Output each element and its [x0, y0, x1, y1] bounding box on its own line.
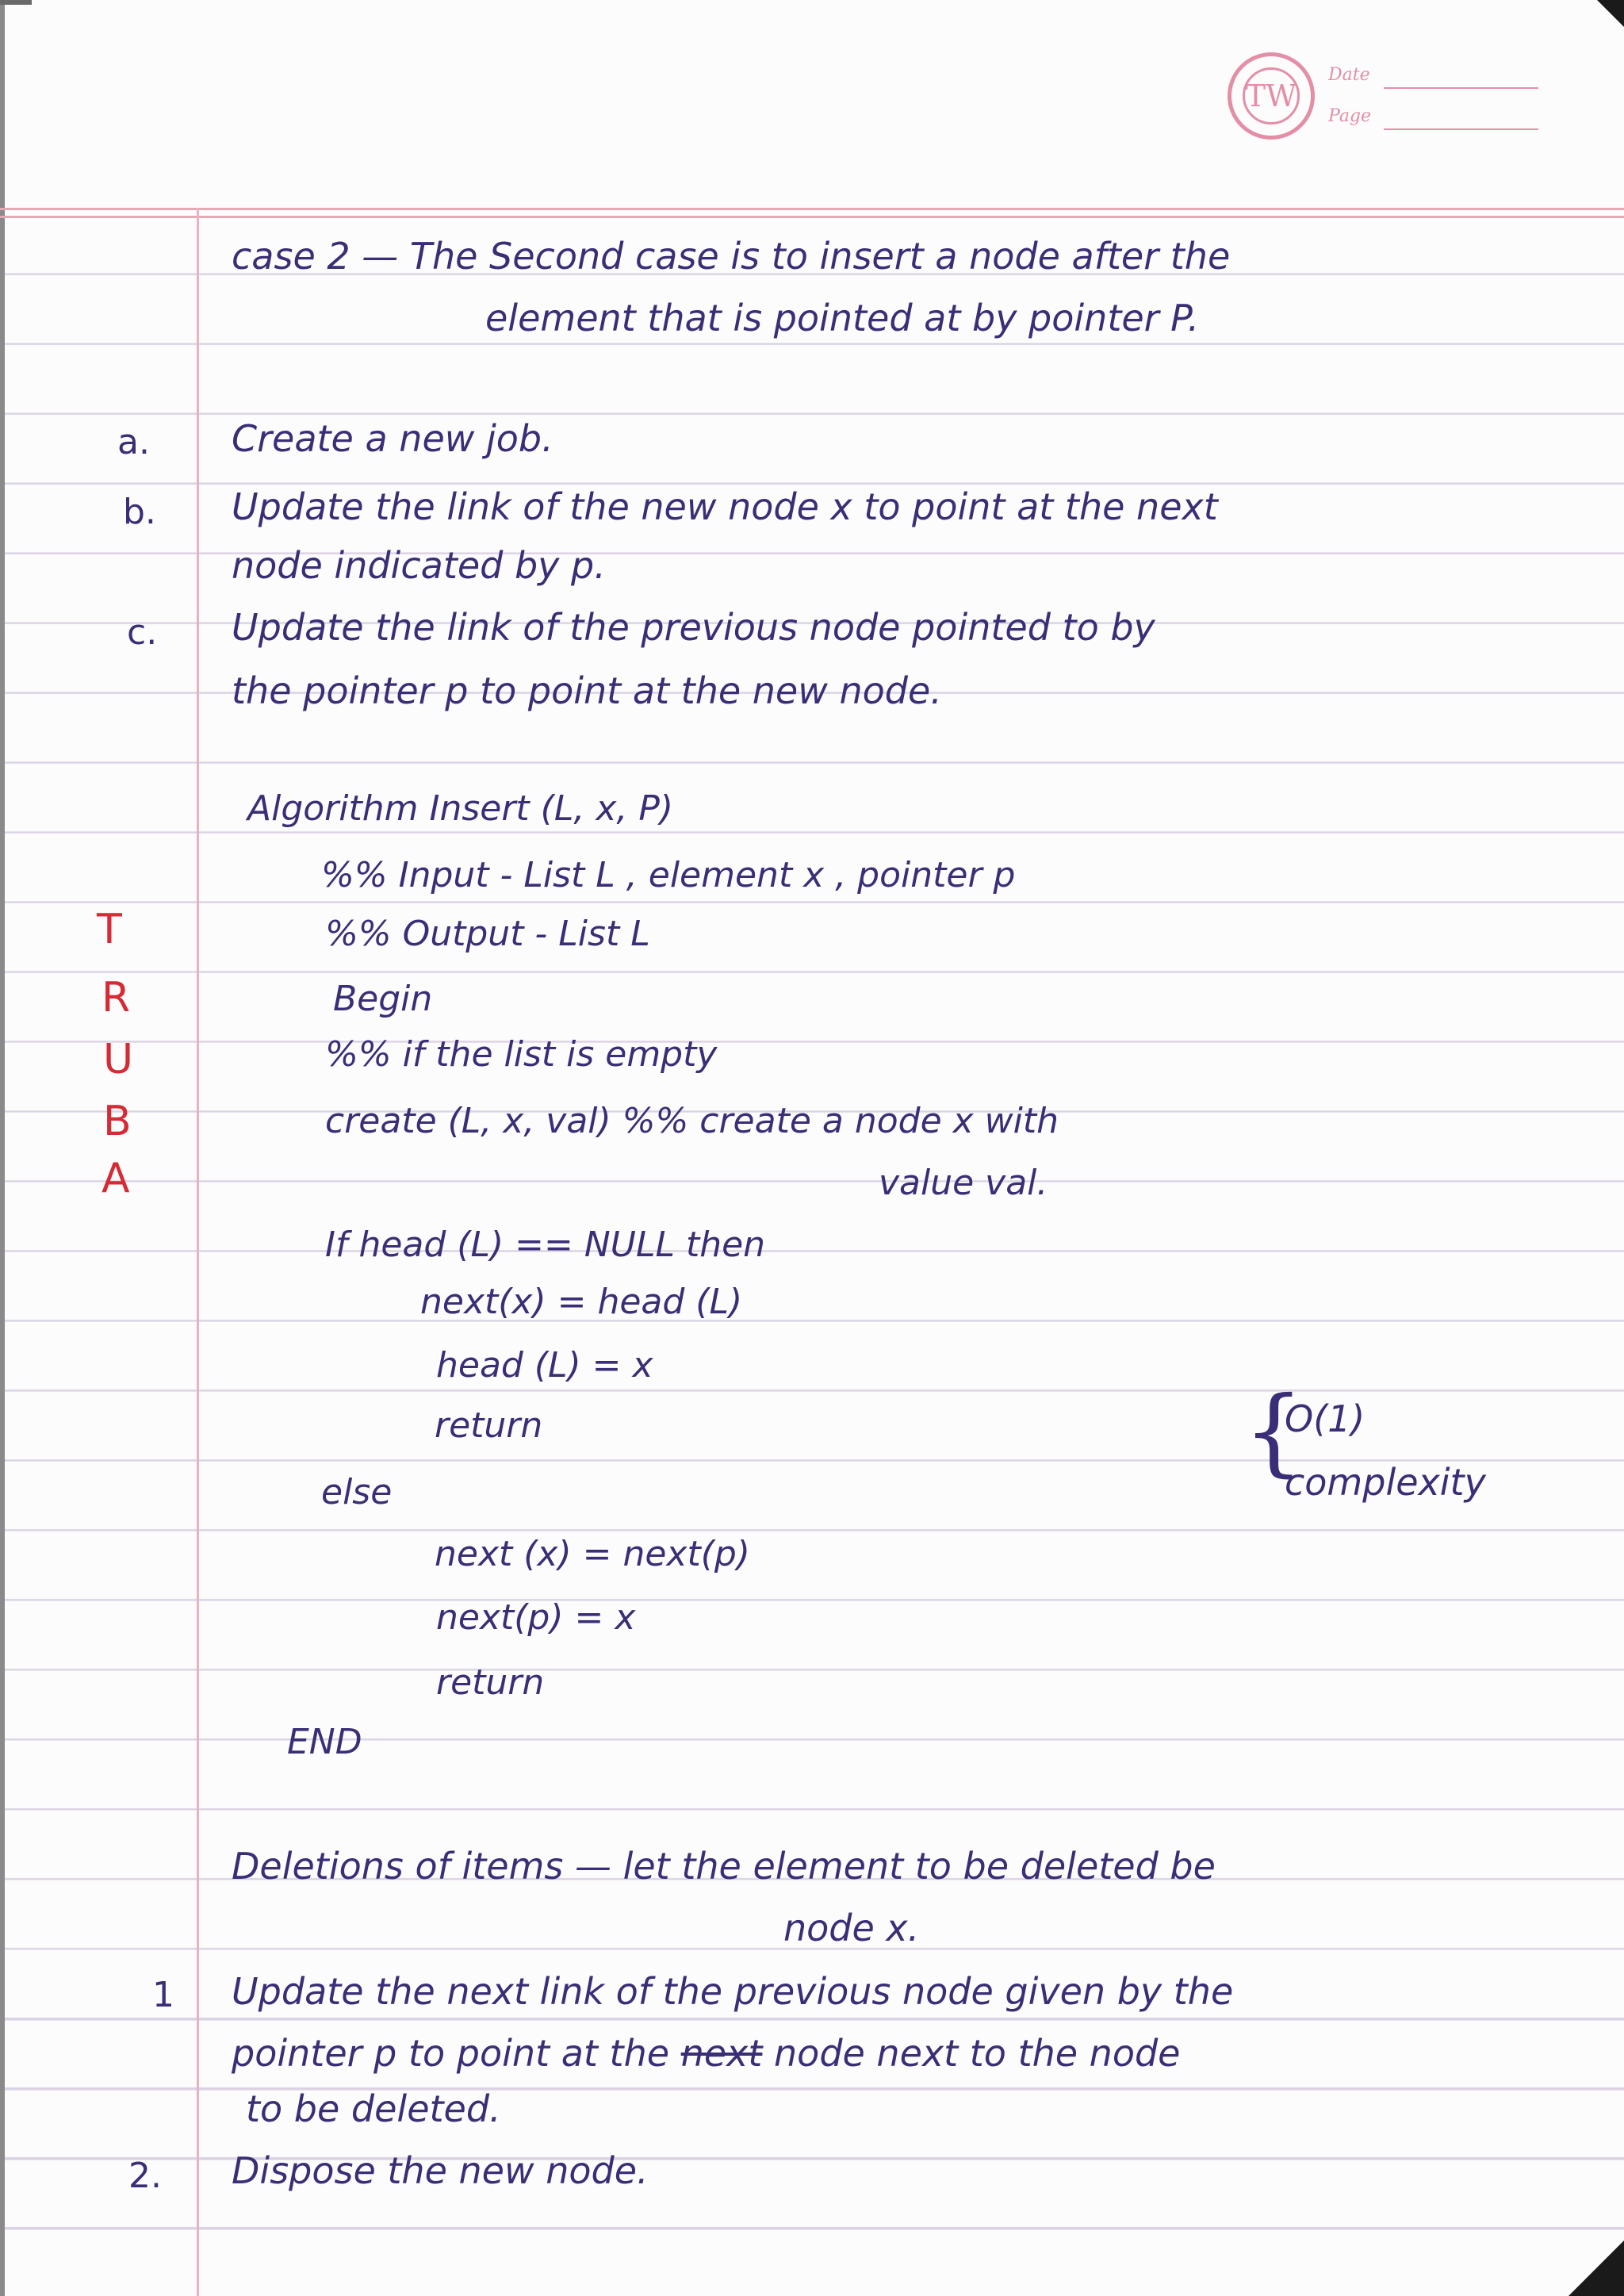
date-rule [1384, 87, 1538, 89]
truba-letter-b: B [103, 1098, 132, 1145]
header-rule-top [0, 208, 1624, 210]
algorithm-begin: Begin [333, 979, 433, 1019]
algorithm-next-p-x: next(p) = x [436, 1597, 636, 1638]
page-corner-bottom-right [1568, 2240, 1624, 2296]
deletion-step-1-line2 [232, 2032, 1181, 2075]
algorithm-next-x-next-p: next (x) = next(p) [435, 1534, 750, 1574]
margin-line [197, 208, 199, 2296]
algorithm-if-head-null: If head (L) == NULL then [325, 1225, 766, 1265]
page-header-area [0, 0, 1624, 206]
page-label: Page [1328, 106, 1372, 126]
algorithm-if-empty-comment: %% if the list is empty [325, 1034, 718, 1075]
algorithm-head-x: head (L) = x [436, 1345, 653, 1386]
algorithm-return-2: return [436, 1662, 545, 1703]
complexity-label: complexity [1285, 1461, 1486, 1504]
deletion-step-1-line2-part-b: node next to the node [774, 2032, 1181, 2075]
brand-logo [1228, 52, 1315, 140]
page-rule [1384, 128, 1538, 130]
complexity-order: O(1) [1285, 1397, 1365, 1440]
algorithm-value-val: value val. [879, 1163, 1048, 1203]
step-c-text-line2: the pointer p to point at the new node. [232, 669, 942, 712]
deletion-step-1-marker: 1 [152, 1975, 174, 2015]
algorithm-create: create (L, x, val) %% create a node x with [325, 1101, 1059, 1141]
truba-letter-u: U [103, 1036, 134, 1083]
deletion-step-2-marker: 2. [128, 2156, 162, 2196]
algorithm-end: END [287, 1722, 362, 1762]
deletion-step-1-line3: to be deleted. [246, 2087, 501, 2130]
truba-letter-r: R [102, 974, 131, 1022]
header-rule-bottom [0, 216, 1624, 218]
deletion-heading: Deletions of items — let the element to be deleted be [232, 1845, 1216, 1888]
case2-line2: element that is pointed at by pointer P. [485, 297, 1200, 339]
step-c-text-line1: Update the link of the previous node pointed to by [232, 606, 1155, 649]
date-label: Date [1328, 65, 1370, 85]
deletion-step-1-line2-part-a: pointer p to point at the [232, 2032, 670, 2075]
algorithm-return-1: return [435, 1405, 543, 1446]
step-b-marker: b. [123, 492, 156, 532]
step-b-text-line1: Update the link of the new node x to point at the next [232, 485, 1218, 528]
page-corner-top-right [1597, 0, 1624, 27]
logo-monogram: TW [1243, 67, 1300, 125]
complexity-brace: { [1243, 1377, 1304, 1487]
algorithm-title: Algorithm Insert (L, x, P) [247, 788, 674, 829]
deletion-heading-node-x: node x. [783, 1907, 920, 1949]
truba-letter-a: A [102, 1155, 130, 1202]
page-top-left-edge [0, 0, 32, 5]
deletion-step-2: Dispose the new node. [232, 2149, 649, 2192]
page-left-edge [0, 0, 5, 2296]
algorithm-output: %% Output - List L [325, 914, 650, 954]
algorithm-next-head: next(x) = head (L) [420, 1282, 743, 1322]
step-c-marker: c. [127, 612, 158, 653]
deletion-step-1-line1: Update the next link of the previous node given by the [232, 1970, 1234, 2013]
step-a-text: Create a new job. [232, 417, 553, 460]
truba-letter-t: T [97, 906, 122, 953]
step-b-text-line2: node indicated by p. [232, 544, 606, 587]
struck-word: next [680, 2032, 763, 2075]
step-a-marker: a. [117, 422, 150, 462]
case2-line1: case 2 — The Second case is to insert a node after the [232, 235, 1231, 278]
algorithm-else: else [321, 1472, 393, 1512]
algorithm-input: %% Input - List L , element x , pointer p [321, 855, 1016, 895]
